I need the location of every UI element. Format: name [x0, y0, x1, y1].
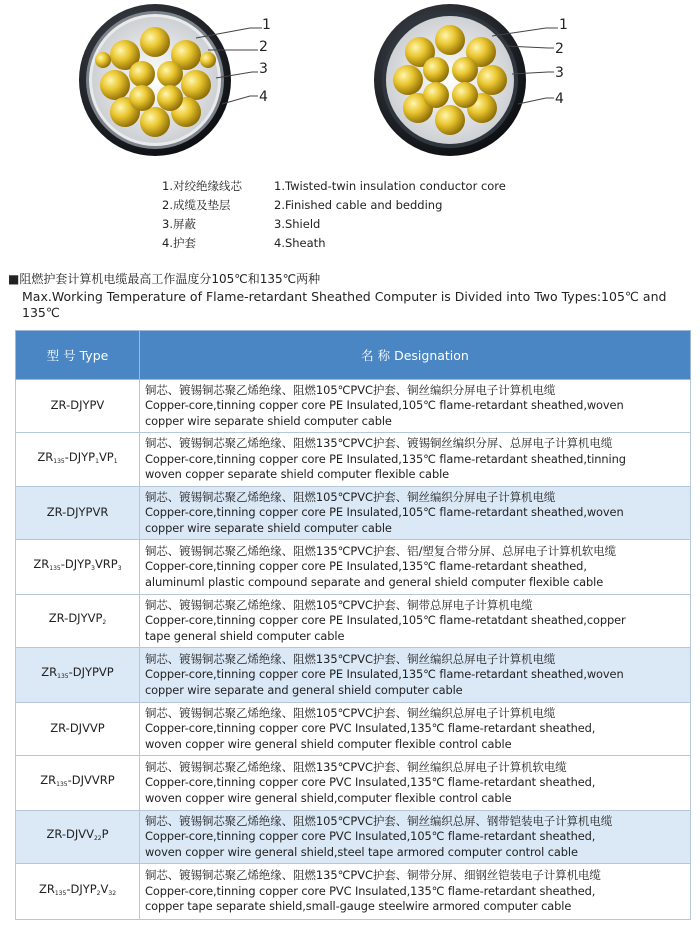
designation-en: Copper-core,tinning copper core PE Insulated,105℃ flame-retardant sheathed,woven [145, 505, 624, 520]
legend-en-item: 1.Twisted-twin insulation conductor core [274, 179, 506, 193]
designation-cn: 铜芯、镀锡铜芯聚乙烯绝缘、阻燃105℃PVC护套、铜丝编织分屏电子计算机电缆 [145, 382, 556, 397]
cell-designation [140, 380, 691, 433]
model-subscript: 22 [93, 835, 102, 843]
designation-en: woven copper separate shield computer flexible cable [145, 467, 450, 482]
model-subscript: 1 [113, 457, 118, 465]
cell-model [16, 703, 140, 756]
model-subscript: 2 [102, 619, 107, 627]
cell-model [16, 433, 140, 487]
designation-cn: 铜芯、镀锡铜芯聚乙烯绝缘、阻燃105℃PVC护套、铜带总屏电子计算机电缆 [145, 597, 533, 612]
model-text: ZR [33, 557, 50, 572]
cable-cross-section-diagram [0, 0, 700, 160]
model-text: VP [98, 449, 114, 464]
designation-en: Copper-core,tinning copper core PVC Insulated,135℃ flame-retardant sheathed, [145, 721, 596, 736]
designation-en: copper wire separate shield computer cable [145, 520, 392, 535]
cell-model [16, 540, 140, 595]
model-subscript: 135 [54, 889, 67, 897]
cell-designation [140, 756, 691, 811]
cell-designation [140, 487, 691, 540]
right-cable-cross-section [374, 4, 558, 156]
table-row [16, 703, 691, 756]
table-row [16, 864, 691, 920]
designation-en: copper wire separate and general shield computer cable [145, 682, 463, 697]
model-subscript: 3 [117, 565, 122, 573]
table-row [16, 595, 691, 648]
legend-english [274, 177, 534, 253]
model-text: ZR-DJVV [46, 827, 94, 842]
designation-cn: 铜芯、镀锡铜芯聚乙烯绝缘、阻燃135℃PVC护套、铜带分屏、细钢丝铠装电子计算机电缆 [145, 868, 601, 883]
model-subscript: 135 [49, 565, 61, 573]
table-row [16, 648, 691, 703]
model-text: ZR-DJYVP [48, 611, 103, 626]
table-row [16, 540, 691, 595]
model-text: ZR-DJYPV [50, 398, 105, 413]
legend-cn-item: 2.成缆及垫层 [162, 198, 231, 212]
model-text: ZR [40, 773, 57, 788]
model-text: ZR [37, 449, 54, 464]
legend-chinese [162, 177, 272, 253]
cell-designation [140, 864, 691, 920]
cell-model [16, 864, 140, 920]
table-row [16, 487, 691, 540]
model-subscript: 135 [53, 457, 65, 465]
designation-en: Copper-core,tinning copper core PE Insulated,135℃ flame-retardant sheathed, [145, 559, 587, 574]
model-subscript: 1 [95, 457, 99, 465]
legend-en-item: 3.Shield [274, 217, 321, 231]
model-subscript: 3 [91, 565, 95, 573]
cell-model [16, 380, 140, 433]
model-text: P [101, 827, 109, 842]
legend-cn-item: 4.护套 [162, 236, 196, 250]
designation-en: woven copper wire general shield,steel tape armored computer control cable [145, 844, 578, 859]
table-row [16, 811, 691, 864]
section-title-chinese: ■阻燃护套计算机电缆最高工作温度分105℃和135℃两种 [8, 272, 321, 286]
left-callout-2: 2 [259, 39, 268, 55]
left-callout-3: 3 [259, 61, 268, 77]
cell-model [16, 811, 140, 864]
left-callout-1: 1 [262, 17, 271, 33]
model-subscript: 135 [56, 781, 68, 789]
model-text: VRP [94, 557, 118, 572]
model-text: ZR [41, 665, 58, 680]
table-row [16, 756, 691, 811]
model-text: -DJYPVP [68, 665, 114, 680]
model-subscript: 135 [57, 673, 69, 681]
designation-en: aluminuml plastic compound separate and general shield computer flexible cable [145, 574, 604, 589]
model-text: ZR [38, 881, 55, 896]
cell-model [16, 648, 140, 703]
cable-spec-table [15, 330, 691, 920]
designation-en: woven copper wire general shield,computer flexible control cable [145, 790, 512, 805]
designation-en: copper wire separate shield computer cable [145, 413, 392, 428]
right-callout-2: 2 [555, 41, 564, 57]
model-subscript: 2 [96, 889, 101, 897]
model-text: V [100, 881, 109, 896]
left-cable-cross-section [79, 4, 262, 156]
designation-cn: 铜芯、镀锡铜芯聚乙烯绝缘、阻燃105℃PVC护套、铜丝编织分屏电子计算机电缆 [145, 489, 556, 504]
model-subscript: 32 [108, 889, 117, 897]
cell-designation [140, 433, 691, 487]
designation-cn: 铜芯、镀锡铜芯聚乙烯绝缘、阻燃105℃PVC护套、铜丝编织总屏电子计算机电缆 [145, 705, 556, 720]
cell-model [16, 595, 140, 648]
model-text: -DJVVRP [67, 773, 115, 788]
model-text: -DJYP [64, 449, 96, 464]
designation-en: Copper-core,tinning copper core PE Insulated,135℃ flame-retardant sheathed,tinning [145, 451, 626, 466]
table-row [16, 433, 691, 487]
legend-en-item: 2.Finished cable and bedding [274, 198, 443, 212]
designation-en: Copper-core,tinning copper core PVC Insulated,135℃ flame-retardant sheathed, [145, 883, 596, 898]
cell-designation [140, 595, 691, 648]
model-text: -DJYP [60, 557, 92, 572]
header-designation: 名 称 Designation [140, 331, 691, 380]
designation-cn: 铜芯、镀锡铜芯聚乙烯绝缘、阻燃135℃PVC护套、镀锡铜丝编织分屏、总屏电子计算机电缆 [145, 436, 613, 451]
left-callout-4: 4 [259, 89, 268, 105]
cell-designation [140, 540, 691, 595]
cell-designation [140, 648, 691, 703]
model-text: ZR-DJVVP [50, 721, 105, 736]
cell-model [16, 756, 140, 811]
right-callout-4: 4 [555, 91, 564, 107]
designation-en: copper tape separate shield,small-gauge steelwire armored computer cable [145, 899, 572, 914]
designation-cn: 铜芯、镀锡铜芯聚乙烯绝缘、阻燃105℃PVC护套、铜丝编织总屏、钢带铠装电子计算机电缆 [145, 813, 613, 828]
designation-en: tape general shield computer cable [145, 628, 345, 643]
designation-cn: 铜芯、镀锡铜芯聚乙烯绝缘、阻燃135℃PVC护套、铝/塑复合带分屏、总屏电子计算机软电缆 [145, 543, 617, 558]
designation-cn: 铜芯、镀锡铜芯聚乙烯绝缘、阻燃135℃PVC护套、铜丝编织总屏电子计算机软电缆 [145, 759, 567, 774]
cell-designation [140, 703, 691, 756]
legend-en-item: 4.Sheath [274, 236, 326, 250]
cell-model [16, 487, 140, 540]
model-text: -DJYP [66, 881, 97, 896]
header-type: 型 号 Type [16, 331, 140, 380]
right-callout-3: 3 [555, 65, 564, 81]
legend-cn-item: 3.屏蔽 [162, 217, 196, 231]
designation-en: Copper-core,tinning copper core PE Insulated,135℃ flame-retardant sheathed,woven [145, 667, 624, 682]
designation-en: Copper-core,tinning copper core PVC Insulated,105℃ flame-retardant sheathed, [145, 829, 596, 844]
table-header-row [16, 331, 691, 380]
cell-designation [140, 811, 691, 864]
designation-en: Copper-core,tinning copper core PVC Insulated,135℃ flame-retardant sheathed, [145, 775, 596, 790]
designation-cn: 铜芯、镀锡铜芯聚乙烯绝缘、阻燃135℃PVC护套、铜丝编织总屏电子计算机电缆 [145, 651, 556, 666]
designation-en: Copper-core,tinning copper core PE Insulated,105℃ flame-retatdant sheathed,copper [145, 613, 626, 628]
designation-en: woven copper wire general shield computer flexible control cable [145, 736, 512, 751]
right-callout-1: 1 [559, 17, 568, 33]
model-text: ZR-DJYPVR [46, 505, 109, 520]
section-title-english: Max.Working Temperature of Flame-retardant Sheathed Computer is Divided into Two Types:105℃ and 135℃ [22, 289, 667, 320]
table-row [16, 380, 691, 433]
legend-cn-item: 1.对绞绝缘线芯 [162, 179, 242, 193]
designation-en: Copper-core,tinning copper core PE Insulated,105℃ flame-retardant sheathed,woven [145, 398, 624, 413]
